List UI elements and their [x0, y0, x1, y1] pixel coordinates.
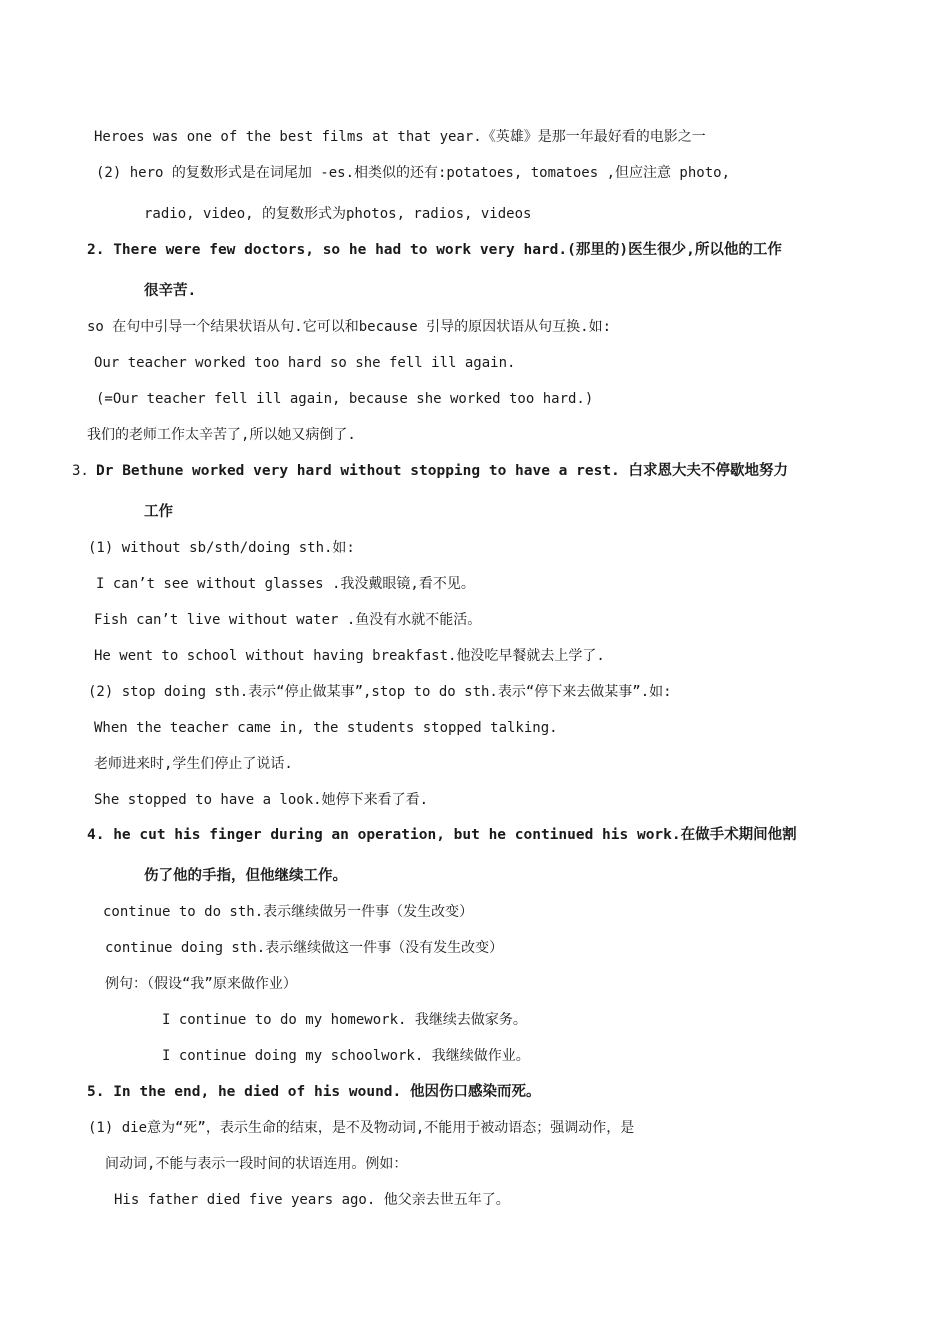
heading-point-4-continued: 伤了他的手指，但他继续工作。	[144, 868, 347, 884]
subpoint-die-continued: 间动词,不能与表示一段时间的状语连用。例如：	[105, 1156, 408, 1172]
heading-point-4: 4. he cut his finger during an operation, but he continued his work.在做手术期间他割	[87, 827, 797, 843]
example-sentence: When the teacher came in, the students stopped talking.	[94, 720, 558, 736]
example-sentence: (=Our teacher fell ill again, because she worked too hard.)	[96, 391, 594, 407]
example-sentence: I continue doing my schoolwork. 我继续做作业。	[162, 1048, 530, 1064]
example-sentence: Our teacher worked too hard so she fell ill again.	[94, 355, 516, 371]
note-hero-plural: (2) hero 的复数形式是在词尾加 -es.相类似的还有:potatoes, tomatoes ,但应注意 photo,	[96, 165, 731, 181]
subpoint-die: (1) die意为“死”，表示生命的结束，是不及物动词,不能用于被动语态；强调动作，是	[88, 1120, 635, 1136]
example-sentence: I can’t see without glasses .我没戴眼镜,看不见。	[96, 576, 475, 592]
heading-point-3: Dr Bethune worked very hard without stopping to have a rest. 白求恩大夫不停歇地努力	[96, 463, 789, 479]
heading-point-2-continued: 很辛苦.	[144, 283, 197, 299]
example-sentence: I continue to do my homework. 我继续去做家务。	[162, 1012, 527, 1028]
point-number-3: 3.	[72, 463, 89, 479]
heading-point-2: 2. There were few doctors, so he had to work very hard.(那里的)医生很少,所以他的工作	[87, 242, 782, 258]
example-translation: 我们的老师工作太辛苦了,所以她又病倒了.	[87, 427, 356, 443]
example-sentence: Fish can’t live without water .鱼没有水就不能活。	[94, 612, 482, 628]
example-sentence-heroes: Heroes was one of the best films at that year.《英雄》是那一年最好看的电影之一	[94, 129, 706, 145]
example-translation: 老师进来时,学生们停止了说话.	[94, 756, 293, 772]
note-hero-plural-continued: radio, video, 的复数形式为photos, radios, videos	[144, 206, 532, 222]
explanation-so: so 在句中引导一个结果状语从句.它可以和because 引导的原因状语从句互换.如:	[87, 319, 612, 335]
example-sentence: She stopped to have a look.她停下来看了看.	[94, 792, 429, 808]
example-sentence: His father died five years ago. 他父亲去世五年了。	[114, 1192, 510, 1208]
heading-point-3-continued: 工作	[144, 504, 173, 520]
explanation-continue-to: continue to do sth.表示继续做另一件事（发生改变）	[103, 904, 474, 920]
example-intro: 例句：（假设“我”原来做作业）	[105, 976, 297, 992]
explanation-continue-doing: continue doing sth.表示继续做这一件事（没有发生改变）	[105, 940, 504, 956]
example-sentence: He went to school without having breakfast.他没吃早餐就去上学了.	[94, 648, 605, 664]
subpoint-stop: (2) stop doing sth.表示“停止做某事”,stop to do sth.表示“停下来去做某事”.如:	[88, 684, 672, 700]
subpoint-without: (1) without sb/sth/doing sth.如:	[88, 540, 355, 556]
heading-point-5: 5. In the end, he died of his wound. 他因伤口感染而死。	[87, 1084, 541, 1100]
